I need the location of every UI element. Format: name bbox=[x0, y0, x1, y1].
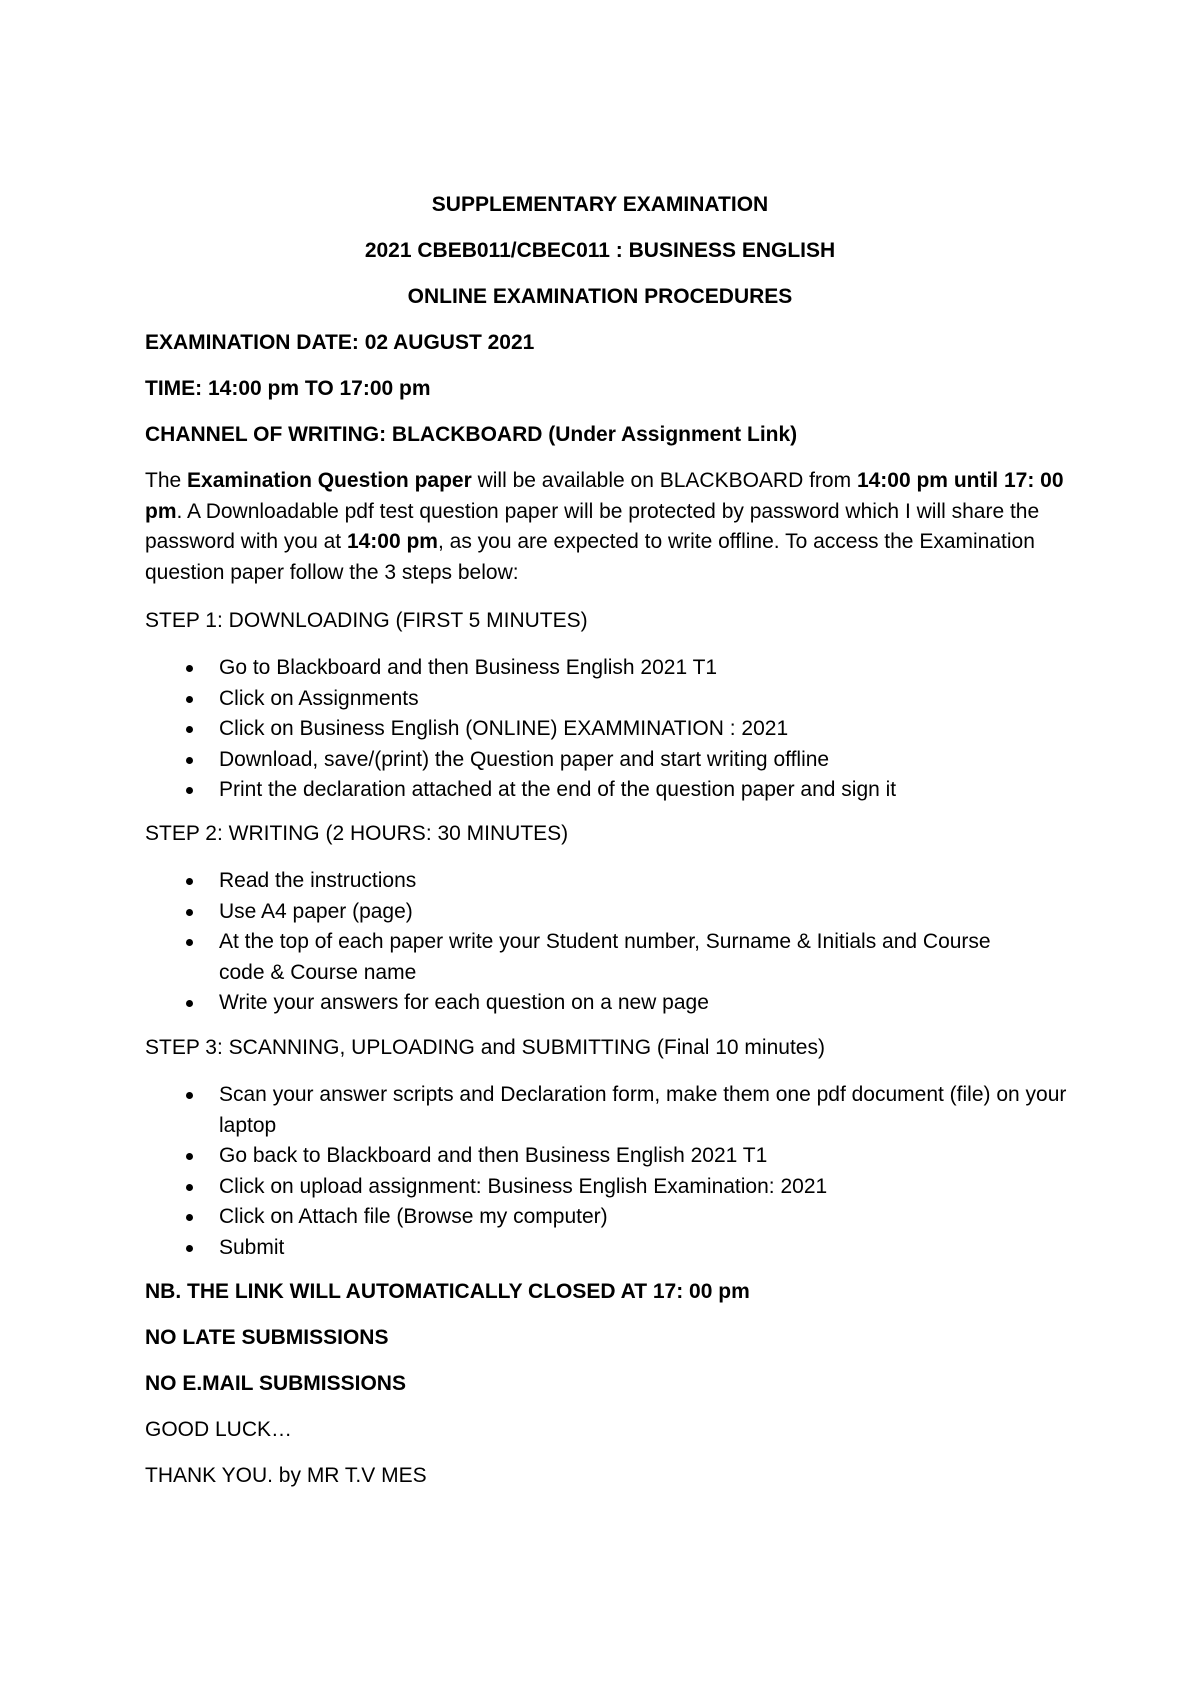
intro-text-3: . A Downloadable pdf test question paper will be protected by password which I will share the password with you at bbox=[145, 499, 1040, 553]
document-title: SUPPLEMENTARY EXAMINATION bbox=[431, 193, 769, 216]
bullet-icon bbox=[186, 696, 193, 703]
list-item bbox=[145, 988, 1075, 1019]
step-1-heading: STEP 1: DOWNLOADING (FIRST 5 MINUTES) bbox=[145, 609, 588, 632]
intro-bold-1: Examination Question paper bbox=[187, 469, 472, 492]
bullet-icon bbox=[186, 1245, 193, 1252]
list-item bbox=[145, 684, 1075, 715]
list-item-text: Scan your answer scripts and Declaration form, make them one pdf document (file) on your laptop bbox=[219, 1083, 1067, 1137]
list-item-text: Download, save/(print) the Question paper and start writing offline bbox=[219, 747, 830, 771]
bullet-icon bbox=[186, 1214, 193, 1221]
list-item-text: Print the declaration attached at the end of the question paper and sign it bbox=[219, 778, 897, 801]
procedures-title: ONLINE EXAMINATION PROCEDURES bbox=[407, 285, 793, 308]
writing-channel: CHANNEL OF WRITING: BLACKBOARD (Under Assignment Link) bbox=[145, 423, 798, 446]
bullet-icon bbox=[186, 878, 193, 885]
bullet-icon bbox=[186, 1092, 193, 1099]
exam-date: EXAMINATION DATE: 02 AUGUST 2021 bbox=[145, 331, 535, 354]
bullet-icon bbox=[186, 1184, 193, 1191]
course-title: 2021 CBEB011/CBEC011 : BUSINESS ENGLISH bbox=[364, 239, 836, 262]
signature-text: THANK YOU. by MR T.V MES bbox=[145, 1464, 427, 1487]
intro-text-4: , as you are expected to write offline. To access the Examination question paper follow the 3 steps below: bbox=[145, 530, 1035, 584]
list-item-text: Go to Blackboard and then Business English 2021 T1 bbox=[219, 656, 718, 679]
list-item bbox=[145, 1202, 1075, 1233]
list-item-text: Click on Attach file (Browse my computer) bbox=[219, 1205, 608, 1228]
exam-time: TIME: 14:00 pm TO 17:00 pm bbox=[145, 377, 431, 400]
list-item-text: Use A4 paper (page) bbox=[219, 899, 413, 923]
list-item bbox=[145, 1141, 1075, 1172]
list-item-text: Click on Assignments bbox=[219, 686, 419, 710]
list-item-text: Submit bbox=[219, 1235, 285, 1259]
nb-notice: NB. THE LINK WILL AUTOMATICALLY CLOSED AT 17: 00 pm bbox=[145, 1280, 750, 1303]
list-item-text: At the top of each paper write your Student number, Surname & Initials and Course code & Course name bbox=[219, 930, 991, 984]
list-item bbox=[145, 866, 1075, 897]
step-3-heading: STEP 3: SCANNING, UPLOADING and SUBMITTING (Final 10 minutes) bbox=[145, 1036, 825, 1059]
good-luck-text: GOOD LUCK… bbox=[145, 1418, 293, 1441]
list-item bbox=[145, 653, 1075, 684]
bullet-icon bbox=[186, 1153, 193, 1160]
list-item bbox=[145, 714, 1075, 745]
intro-bold-3: 14:00 pm bbox=[346, 530, 438, 553]
list-item bbox=[145, 897, 1075, 928]
step-2-list bbox=[145, 866, 1075, 1019]
intro-text-1: The bbox=[145, 469, 188, 492]
list-item bbox=[145, 1172, 1075, 1203]
list-item bbox=[145, 1080, 1075, 1141]
list-item-text: Read the instructions bbox=[219, 869, 417, 892]
list-item-text: Write your answers for each question on a new page bbox=[219, 991, 709, 1014]
list-item-text: Go back to Blackboard and then Business English 2021 T1 bbox=[219, 1144, 768, 1167]
step-2-heading: STEP 2: WRITING (2 HOURS: 30 MINUTES) bbox=[145, 822, 569, 845]
intro-bold-2: 14:00 pm until 17: 00 pm bbox=[145, 469, 1064, 523]
intro-text-2: will be available on BLACKBOARD from bbox=[471, 469, 857, 492]
bullet-icon bbox=[186, 939, 193, 946]
bullet-icon bbox=[186, 665, 193, 672]
list-item bbox=[145, 745, 1075, 776]
list-item bbox=[145, 927, 1075, 988]
bullet-icon bbox=[186, 1000, 193, 1007]
bullet-icon bbox=[186, 726, 193, 733]
list-item bbox=[145, 775, 1075, 806]
bullet-icon bbox=[186, 787, 193, 794]
intro-paragraph bbox=[145, 466, 1075, 588]
no-late-notice: NO LATE SUBMISSIONS bbox=[145, 1326, 389, 1349]
list-item-text: Click on Business English (ONLINE) EXAMMINATION : 2021 bbox=[219, 717, 789, 740]
list-item-text: Click on upload assignment: Business English Examination: 2021 bbox=[219, 1174, 828, 1198]
no-email-notice: NO E.MAIL SUBMISSIONS bbox=[145, 1372, 406, 1395]
step-1-list bbox=[145, 653, 1075, 806]
bullet-icon bbox=[186, 757, 193, 764]
step-3-list bbox=[145, 1080, 1075, 1263]
bullet-icon bbox=[186, 909, 193, 916]
list-item bbox=[145, 1233, 1075, 1264]
